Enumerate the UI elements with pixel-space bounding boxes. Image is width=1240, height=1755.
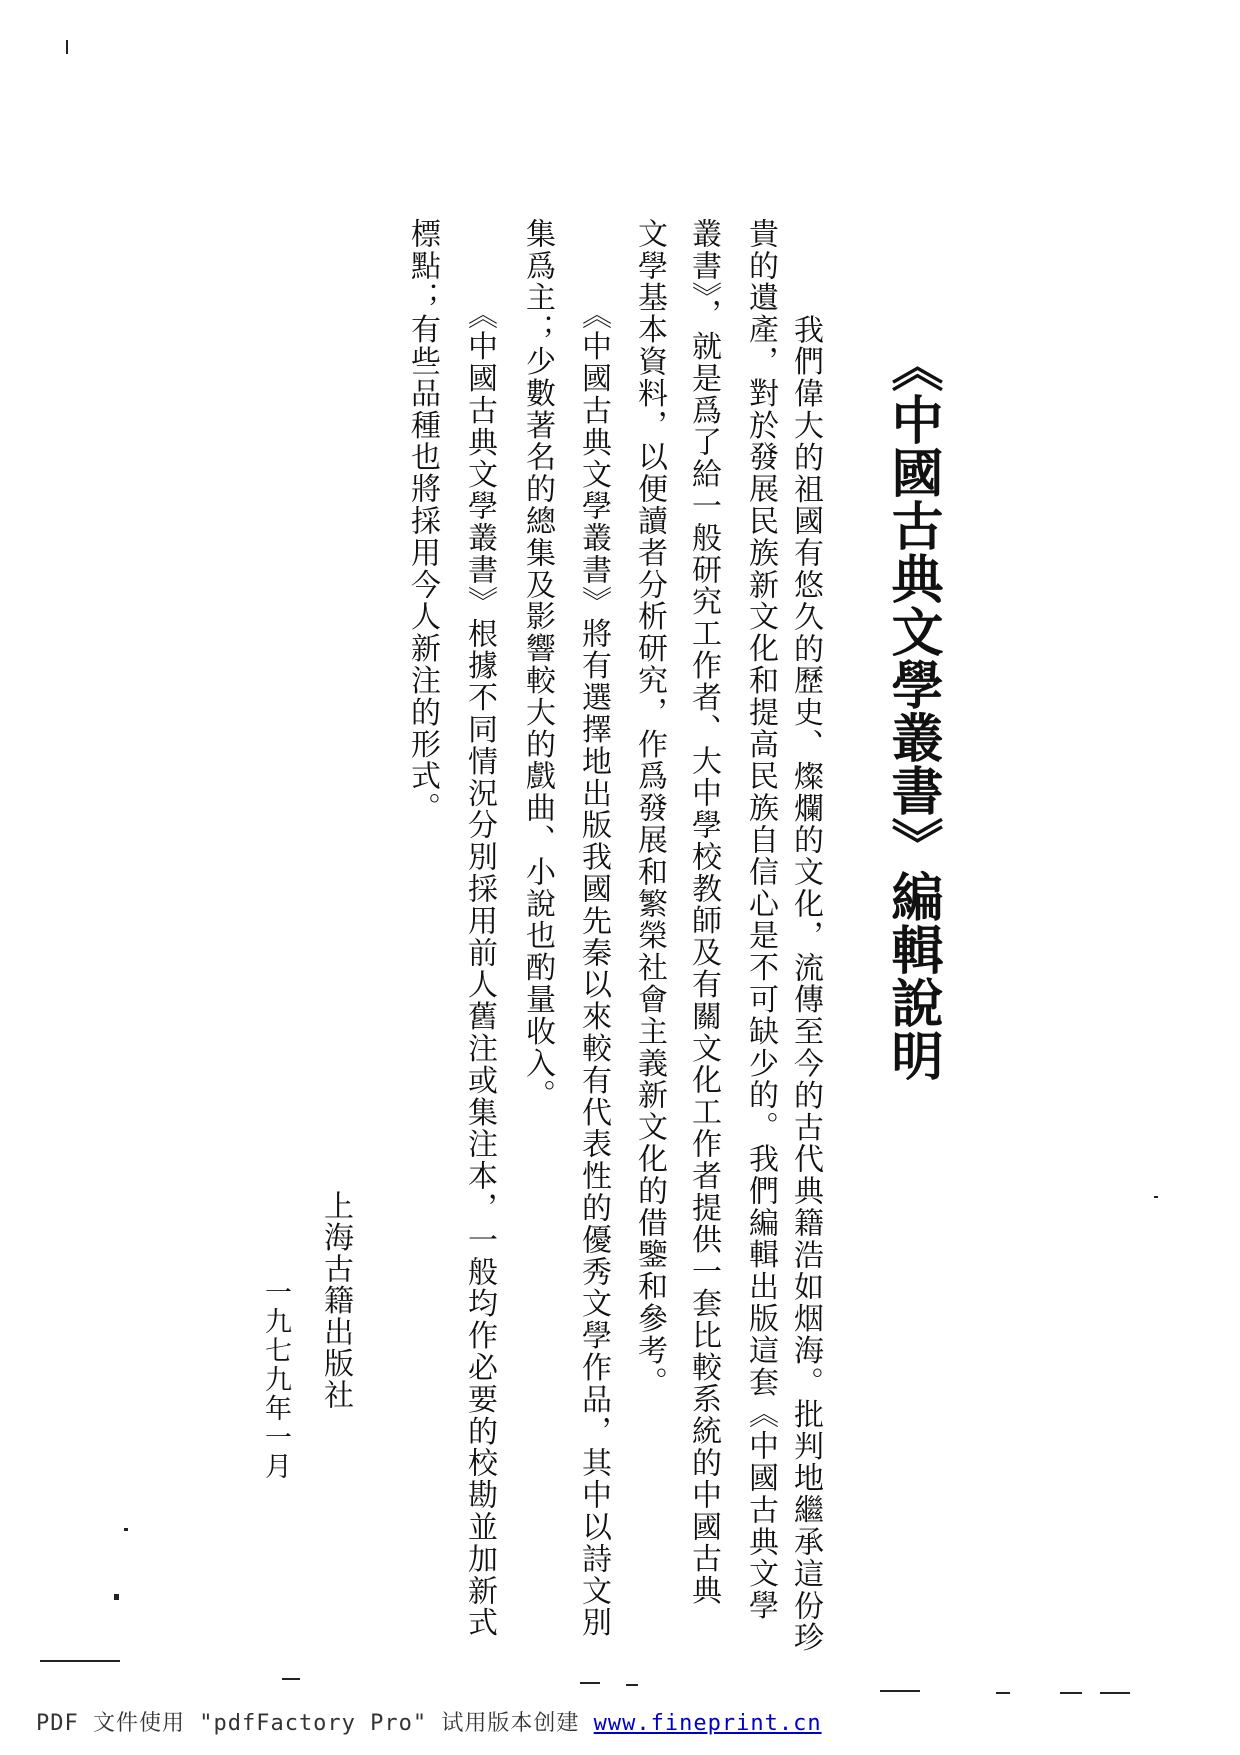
scan-line [40,1660,120,1662]
scan-line [626,1684,638,1686]
body-column-4: 文學基本資料，以便讀者分析研究，作爲發展和繁榮社會主義新文化的借鑒和參考。 [632,218,667,1399]
body-column-1: 我們偉大的祖國有悠久的歷史、燦爛的文化，流傳至今的古代典籍浩如烟海。批判地繼承這份珍 [788,282,823,1654]
body-column-7: 《中國古典文學叢書》根據不同情況分別採用前人舊注或集注本，一般均作必要的校勘並加新式 [462,282,497,1639]
body-column-3: 叢書》，就是爲了給一般研究工作者、大中學校教師及有關文化工作者提供一套比較系統的中國古典 [686,218,721,1607]
body-column-2: 貴的遺產，對於發展民族新文化和提高民族自信心是不可缺少的。我們編輯出版這套《中國古典文學 [743,218,778,1622]
scan-speck [114,1594,119,1600]
scan-line [880,1690,920,1692]
footer-text: PDF 文件使用 "pdfFactory Pro" 试用版本创建 [36,1711,594,1736]
publication-date: 一九七九年一月 [260,1278,291,1481]
document-title: 《中國古典文學叢書》編輯說明 [882,340,943,1082]
scan-speck [124,1528,128,1531]
body-column-6: 集爲主；少數著名的總集及影響較大的戲曲、小說也酌量收入。 [520,218,555,1112]
body-column-8: 標點；有些品種也將採用今人新注的形式。 [405,218,440,825]
pdf-footer [36,1706,822,1737]
scan-speck [1154,1196,1158,1198]
publisher-name: 上海古籍出版社 [318,1190,353,1411]
scan-line [580,1682,600,1684]
scan-line [282,1678,300,1680]
scan-speck [66,40,68,54]
body-column-5: 《中國古典文學叢書》將有選擇地出版我國先秦以來較有代表性的優秀文學作品，其中以詩文別 [576,282,611,1639]
scan-line [1100,1692,1130,1694]
footer-link[interactable]: www.fineprint.cn [593,1711,822,1736]
scan-line [1060,1692,1082,1694]
scan-line [996,1692,1010,1694]
